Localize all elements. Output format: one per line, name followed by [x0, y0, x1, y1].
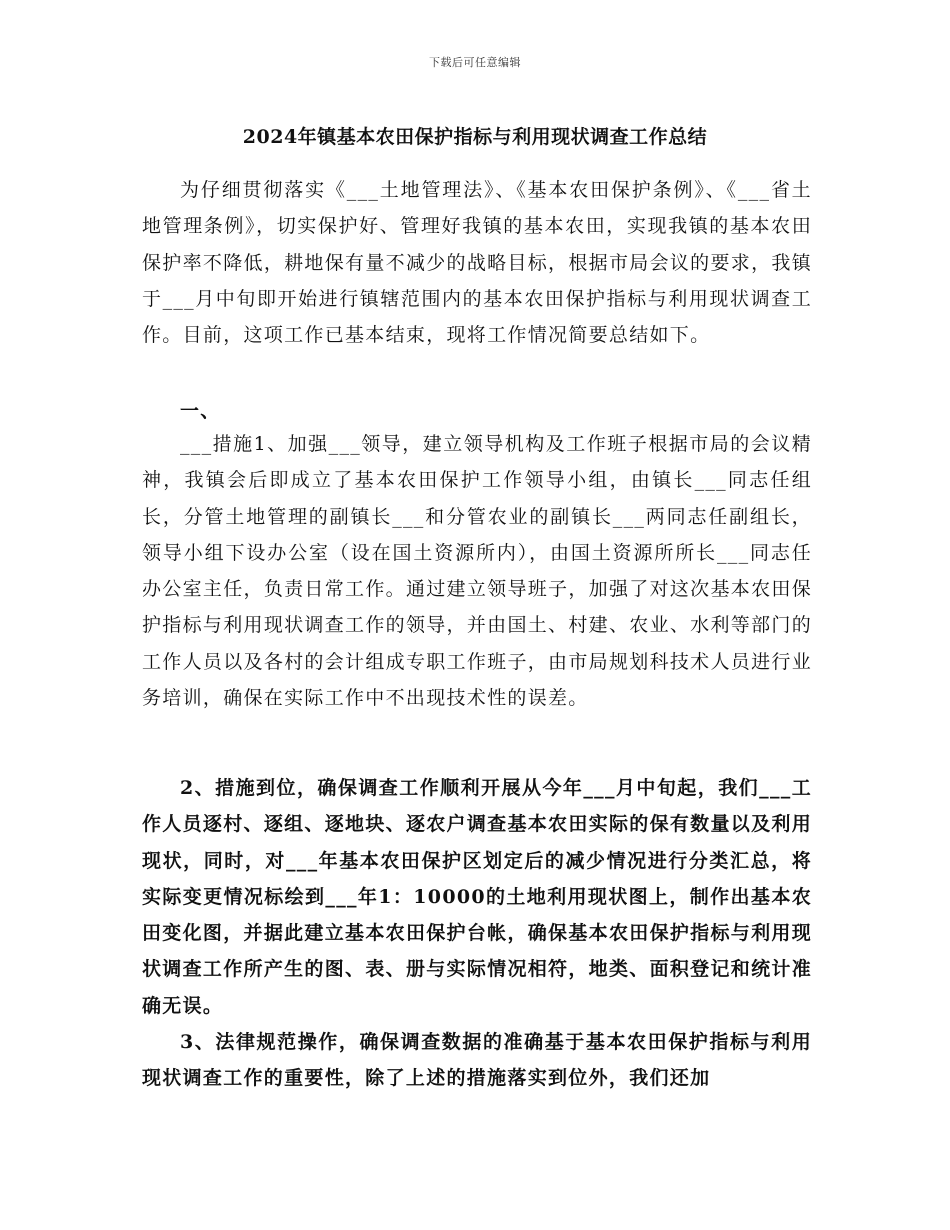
- measure-1-paragraph: ___措施1、加强___领导，建立领导机构及工作班子根据市局的会议精神，我镇会后即成立了基本农田保护工作领导小组，由镇长___同志任组长，分管土地管理的副镇长___和分管农业的副镇长___两同志任副组长，领导小组下设办公室（设在国土资源所内），由国土资源所所长___同志任办公室主任，负责日常工作。通过建立领导班子，加强了对这次基本农田保护指标与利用现状调查工作的领导，并由国土、村建、农业、水利等部门的工作人员以及各村的会计组成专职工作班子，由市局规划科技术人员进行业务培训，确保在实际工作中不出现技术性的误差。: [142, 433, 812, 710]
- measure-2-block: [142, 770, 812, 1024]
- measure-2-paragraph: 2、措施到位，确保调查工作顺利开展从今年___月中旬起，我们___工作人员逐村、逐组、逐地块、逐农户调查基本农田实际的保有数量以及利用现状，同时，对___年基本农田保护区划定后的减少情况进行分类汇总，将实际变更情况标绘到___年1：10000的土地利用现状图上，制作出基本农田变化图，并据此建立基本农田保护台帐，确保基本农田保护指标与利用现状调查工作所产生的图、表、册与实际情况相符，地类、面积登记和统计准确无误。: [142, 777, 812, 1017]
- header-note: 下载后可任意编辑: [429, 56, 521, 69]
- intro-paragraph: 为仔细贯彻落实《___土地管理法》、《基本农田保护条例》、《___省土地管理条例》，切实保护好、管理好我镇的基本农田，实现我镇的基本农田保护率不降低，耕地保有量不减少的战略目标，根据市局会议的要求，我镇于___月中旬即开始进行镇辖范围内的基本农田保护指标与利用现状调查工作。目前，这项工作已基本结束，现将工作情况简要总结如下。: [142, 179, 812, 347]
- section-one-heading: 一、: [180, 400, 221, 422]
- document-title: 2024年镇基本农田保护指标与利用现状调查工作总结: [242, 126, 708, 148]
- intro-block: [142, 172, 812, 353]
- measure-3-block: [142, 1024, 812, 1097]
- measure-1-block: [142, 426, 812, 716]
- measure-3-paragraph: 3、法律规范操作，确保调查数据的准确基于基本农田保护指标与利用现状调查工作的重要性，除了上述的措施落实到位外，我们还加: [142, 1031, 812, 1090]
